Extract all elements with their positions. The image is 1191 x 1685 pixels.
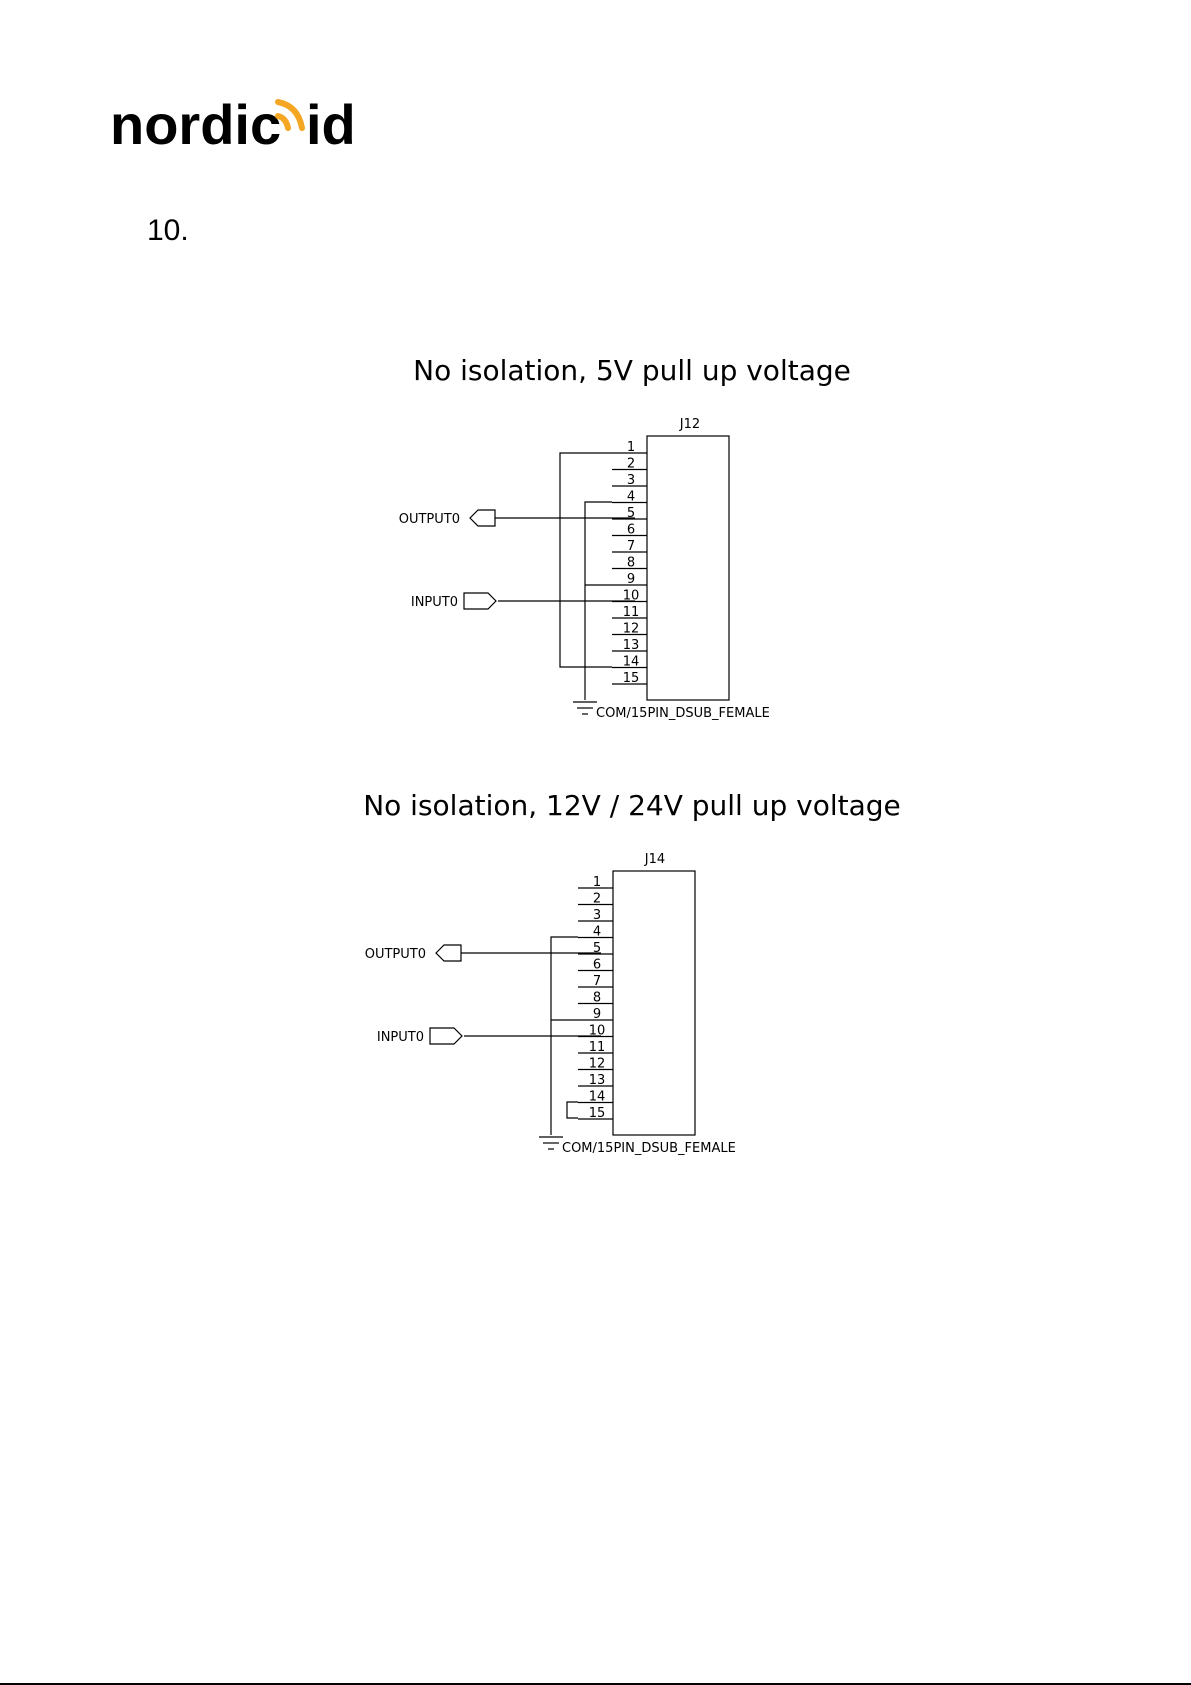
input-port-icon [464,593,496,609]
pin-number: 7 [592,974,602,989]
pin-number: 7 [626,539,636,554]
pin-number: 10 [622,588,640,604]
pin-number: 13 [622,638,640,653]
schematic-title: No isolation, 12V / 24V pull up voltage [363,789,901,822]
pin-number: 1 [592,875,602,890]
output-label: OUTPUT0 [398,512,460,527]
pin-number: 6 [626,522,636,538]
pin-number: 11 [588,1040,606,1055]
input-label: INPUT0 [376,1030,424,1045]
pin-number: 10 [588,1023,606,1039]
output-label: OUTPUT0 [364,947,426,962]
pin-number: 3 [592,908,602,923]
connector-name: COM/15PIN_DSUB_FEMALE [596,706,770,721]
pin-number: 6 [592,957,602,973]
connector-body [613,871,695,1135]
nordic-id-logo [110,88,370,160]
pin-number: 2 [626,456,636,472]
pin-number: 8 [592,990,602,1006]
pin-number: 9 [626,572,636,587]
pin-number: 4 [592,924,602,940]
connector-name: COM/15PIN_DSUB_FEMALE [562,1141,736,1156]
pin-number: 3 [626,473,636,488]
connector-ref: J14 [644,852,666,867]
ground-icon [539,1137,563,1149]
schematic-12v-24v-pullup [0,785,1191,1165]
pin-number: 9 [592,1007,602,1022]
input-port-icon [430,1028,462,1044]
wire-loop-14-15 [567,1102,578,1118]
pin-number: 12 [622,621,640,637]
pin-number: 1 [626,440,636,455]
section-number: 10. [147,214,189,247]
pin-number: 14 [588,1089,606,1105]
pin-number: 13 [588,1073,606,1088]
ground-icon [573,702,597,714]
pin-number: 15 [588,1106,606,1121]
pin-number: 5 [592,941,602,956]
pin-number: 12 [588,1056,606,1072]
input-label: INPUT0 [410,595,458,610]
logo-text-main: nordic [110,93,282,156]
pin-group [612,440,647,686]
pin-number: 11 [622,605,640,620]
logo-text-suffix: id [306,93,356,156]
pin-number: 15 [622,671,640,686]
connector-body [647,436,729,700]
connector-ref: J12 [679,417,701,432]
pin-number: 14 [622,654,640,670]
schematic-5v-pullup [0,350,1191,730]
pin-number: 8 [626,555,636,571]
output-port-icon [436,945,461,961]
pin-number: 5 [626,506,636,521]
pin-group [578,875,613,1121]
pin-number: 4 [626,489,636,505]
wire-loop-2-14 [560,453,612,667]
signal-waves-icon [278,102,302,128]
schematic-title: No isolation, 5V pull up voltage [413,354,851,387]
output-port-icon [470,510,495,526]
pin-number: 2 [592,891,602,907]
